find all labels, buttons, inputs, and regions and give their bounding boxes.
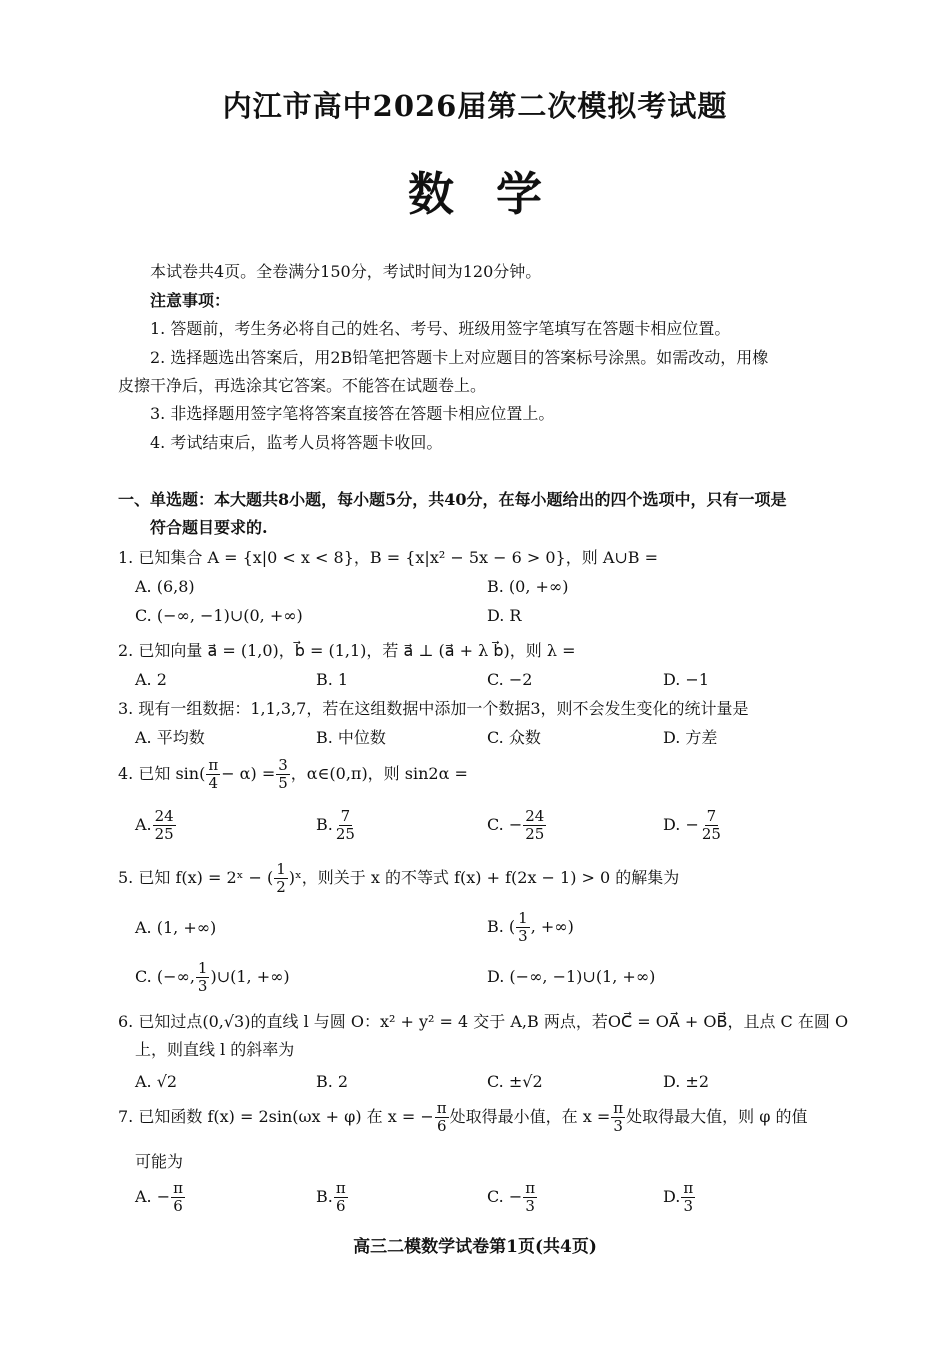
fraction: $\frac{\pi}{6}$ (436, 1099, 447, 1135)
question-2-option-b: B. 1 (316, 670, 349, 689)
question-2-option-a: A. 2 (135, 670, 167, 689)
question-6-stem-cont: 上，则直线 l 的斜率为 (135, 1040, 295, 1059)
notice-item: 3. 非选择题用签字笔将答案直接答在答题卡相应位置上。 (150, 404, 555, 423)
exam-title: 内江市高中2026届第二次模拟考试题 (222, 89, 728, 123)
question-5-option-a: A. (1, +∞) (135, 918, 217, 937)
notice-item: 皮擦干净后，再选涂其它答案。不能答在试题卷上。 (118, 376, 487, 395)
question-4-option-b: B. $\frac{7}{25}$ (316, 807, 355, 843)
question-3-option-d: D. 方差 (663, 728, 718, 747)
section-heading-cont: 符合题目要求的. (150, 518, 268, 537)
question-3-option-b: B. 中位数 (316, 728, 386, 747)
question-2-option-c: C. −2 (487, 670, 533, 689)
intro-text: 本试卷共4页。全卷满分150分，考试时间为120分钟。 (150, 262, 542, 281)
question-1-option-a: A. (6,8) (135, 577, 195, 596)
question-1-option-c: C. (−∞, −1)∪(0, +∞) (135, 606, 303, 625)
question-6-option-c: C. ±√2 (487, 1072, 543, 1091)
question-7-option-c: C. − $\frac{\pi}{3}$ (487, 1179, 536, 1215)
question-1-option-b: B. (0, +∞) (487, 577, 569, 596)
question-3-option-a: A. 平均数 (135, 728, 205, 747)
question-5-option-d: D. (−∞, −1)∪(1, +∞) (487, 967, 656, 986)
q4-stem-part: − α) = (221, 764, 276, 783)
notice-item: 1. 答题前，考生务必将自己的姓名、考号、班级用签字笔填写在答题卡相应位置。 (150, 319, 731, 338)
question-1-stem: 1. 已知集合 A = {x|0 < x < 8}，B = {x|x² − 5x − 6 > 0}，则 A∪B = (118, 548, 659, 567)
fraction: $\frac{\pi}{3}$ (613, 1099, 624, 1135)
question-1-option-d: D. R (487, 606, 522, 625)
q4-stem-part: ，α∈(0,π)，则 sin2α = (290, 764, 468, 783)
page-footer: 高三二模数学试卷第1页(共4页) (353, 1237, 597, 1257)
question-5-stem: 5. 已知 f(x) = 2ˣ − ( $\frac{1}{2}$ )ˣ，则关于 x 的不等式 f(x) + f(2x − 1) > 0 的解集为 (118, 860, 680, 896)
question-7-option-a: A. − $\frac{\pi}{6}$ (135, 1179, 183, 1215)
q4-stem-part: 4. 已知 sin( (118, 764, 206, 783)
question-4-option-a: A. $\frac{24}{25}$ (135, 807, 174, 843)
fraction: $\frac{\pi}{4}$ (208, 756, 219, 792)
question-6-option-a: A. √2 (135, 1072, 178, 1091)
question-7-option-d: D. $\frac{\pi}{3}$ (663, 1179, 694, 1215)
question-7-option-b: B. $\frac{\pi}{6}$ (316, 1179, 346, 1215)
notice-item: 4. 考试结束后，监考人员将答题卡收回。 (150, 433, 443, 452)
question-6-option-b: B. 2 (316, 1072, 349, 1091)
question-7-stem-cont: 可能为 (135, 1152, 184, 1171)
question-2-option-d: D. −1 (663, 670, 710, 689)
question-4-stem (118, 757, 468, 792)
question-5-option-c: C. (−∞, $\frac{1}{3}$ )∪(1, +∞) (135, 959, 290, 995)
notice-heading: 注意事项： (150, 291, 231, 310)
question-5-option-b: B. ( $\frac{1}{3}$ , +∞) (487, 909, 574, 945)
question-3-stem: 3. 现有一组数据：1,1,3,7，若在这组数据中添加一个数据3，则不会发生变化的统计量是 (118, 699, 749, 718)
question-6-option-d: D. ±2 (663, 1072, 710, 1091)
question-4-option-c: C. − $\frac{24}{25}$ (487, 807, 545, 843)
question-2-stem: 2. 已知向量 a⃗ = (1,0)，b⃗ = (1,1)，若 a⃗ ⊥ (a⃗ + λ b⃗)，则 λ = (118, 641, 576, 660)
question-3-option-c: C. 众数 (487, 728, 541, 747)
notice-item: 2. 选择题选出答案后，用2B铅笔把答题卡上对应题目的答案标号涂黑。如需改动，用橡 (150, 348, 769, 367)
question-6-stem: 6. 已知过点(0,√3)的直线 l 与圆 O：x² + y² = 4 交于 A,B 两点，若OC⃗ = OA⃗ + OB⃗，且点 C 在圆 O (118, 1012, 849, 1031)
section-heading: 一、单选题：本大题共8小题，每小题5分，共40分，在每小题给出的四个选项中，只有一项是 (118, 490, 787, 509)
fraction: $\frac{1}{2}$ (276, 860, 286, 896)
subject-title: 数学 (408, 167, 584, 221)
fraction: $\frac{3}{5}$ (278, 756, 288, 792)
question-7-stem: 7. 已知函数 f(x) = 2sin(ωx + φ) 在 x = − $\frac{\pi}{6}$ 处取得最小值，在 x = $\frac{\pi}{3}$ 处取得最大值，则 φ 的值 (118, 1099, 808, 1135)
question-4-option-d: D. − $\frac{7}{25}$ (663, 807, 721, 843)
